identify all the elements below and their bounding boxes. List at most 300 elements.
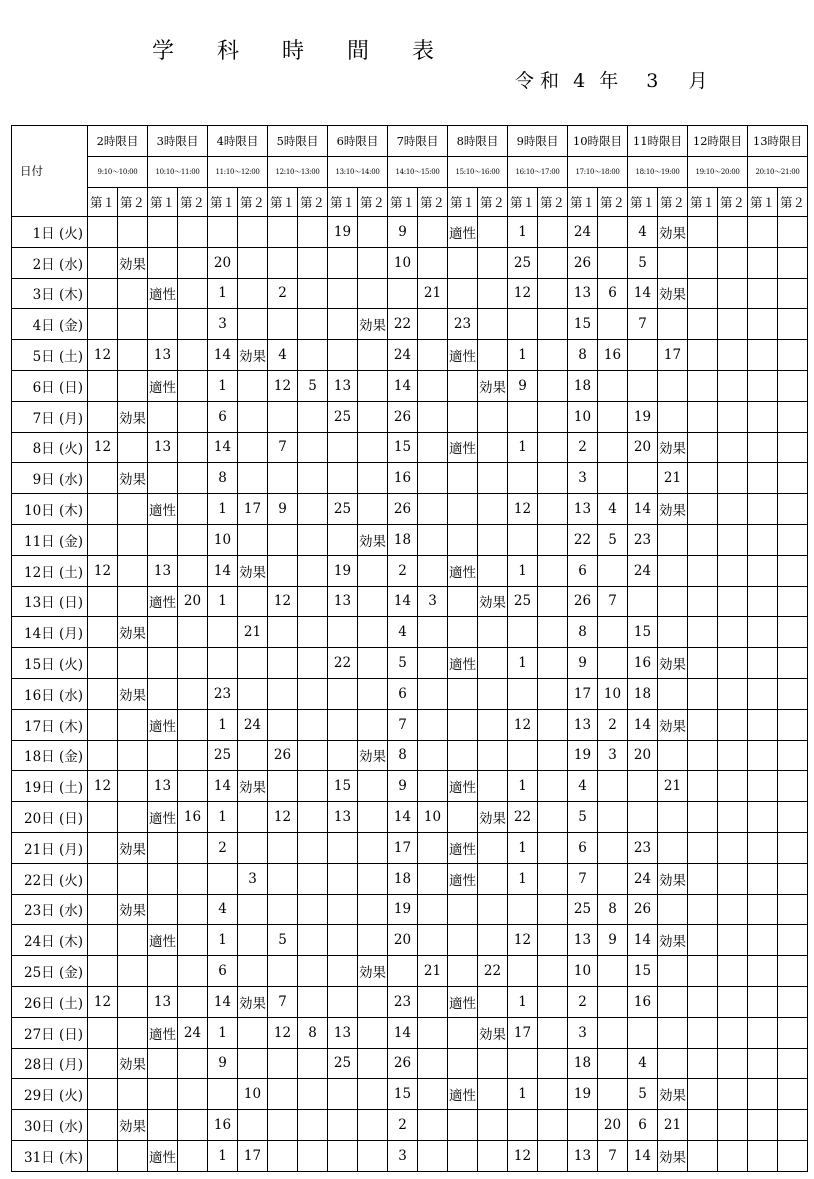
schedule-cell: 14 (628, 925, 658, 956)
schedule-cell (718, 986, 748, 1017)
schedule-cell (538, 401, 568, 432)
schedule-cell (688, 648, 718, 679)
schedule-cell: 18 (388, 863, 418, 894)
row-date: 11日 (金) (12, 524, 88, 555)
schedule-cell: 8 (298, 1017, 328, 1048)
schedule-cell (688, 617, 718, 648)
schedule-cell (538, 771, 568, 802)
schedule-cell (778, 648, 808, 679)
schedule-cell: 10 (388, 247, 418, 278)
schedule-cell: 12 (88, 986, 118, 1017)
schedule-cell (538, 494, 568, 525)
schedule-cell (298, 863, 328, 894)
schedule-cell (418, 494, 448, 525)
schedule-cell (628, 370, 658, 401)
schedule-cell: 5 (628, 1079, 658, 1110)
schedule-cell (298, 617, 328, 648)
schedule-cell (418, 678, 448, 709)
schedule-cell (718, 247, 748, 278)
schedule-cell (598, 432, 628, 463)
schedule-cell (238, 586, 268, 617)
schedule-cell (118, 340, 148, 371)
slot-label: 第２ (538, 188, 568, 217)
schedule-cell: 12 (88, 771, 118, 802)
date-column-header: 日付 (12, 126, 88, 217)
schedule-cell (148, 648, 178, 679)
schedule-cell (208, 217, 238, 248)
schedule-cell (298, 217, 328, 248)
schedule-cell (778, 1079, 808, 1110)
schedule-cell (118, 956, 148, 987)
period-time: 12:10～13:00 (268, 157, 328, 188)
schedule-cell: 8 (568, 340, 598, 371)
year-unit: 年 (599, 70, 619, 92)
schedule-cell (298, 678, 328, 709)
schedule-cell (358, 1079, 388, 1110)
schedule-cell (448, 370, 478, 401)
period-time: 17:10～18:00 (568, 157, 628, 188)
schedule-cell (628, 802, 658, 833)
schedule-cell: 適性 (448, 432, 478, 463)
schedule-cell (268, 709, 298, 740)
schedule-cell (508, 463, 538, 494)
schedule-cell: 21 (418, 956, 448, 987)
schedule-cell (748, 370, 778, 401)
schedule-cell: 1 (508, 648, 538, 679)
schedule-cell: 1 (208, 802, 238, 833)
schedule-cell: 9 (268, 494, 298, 525)
schedule-cell (718, 309, 748, 340)
period-time: 16:10～17:00 (508, 157, 568, 188)
schedule-cell (268, 463, 298, 494)
schedule-cell (478, 309, 508, 340)
table-row (12, 1079, 808, 1110)
table-row (12, 986, 808, 1017)
table-row (12, 617, 808, 648)
schedule-cell: 23 (628, 832, 658, 863)
schedule-cell: 2 (388, 1110, 418, 1141)
period-time: 13:10～14:00 (328, 157, 388, 188)
schedule-cell (538, 524, 568, 555)
schedule-cell (538, 217, 568, 248)
schedule-cell (718, 648, 748, 679)
schedule-cell (148, 832, 178, 863)
schedule-cell (178, 709, 208, 740)
schedule-cell: 4 (628, 1048, 658, 1079)
schedule-cell (778, 925, 808, 956)
schedule-cell (268, 1110, 298, 1141)
schedule-cell: 16 (178, 802, 208, 833)
schedule-cell: 12 (508, 278, 538, 309)
schedule-cell: 6 (598, 278, 628, 309)
schedule-cell (478, 555, 508, 586)
period-label: 13時限目 (748, 126, 808, 157)
schedule-cell (418, 247, 448, 278)
schedule-cell (298, 956, 328, 987)
schedule-cell (538, 925, 568, 956)
schedule-cell: 1 (508, 986, 538, 1017)
schedule-cell: 1 (508, 1079, 538, 1110)
schedule-cell: 効果 (478, 1017, 508, 1048)
schedule-cell (538, 648, 568, 679)
schedule-cell: 13 (148, 986, 178, 1017)
period-label: 7時限目 (388, 126, 448, 157)
slot-label: 第１ (748, 188, 778, 217)
schedule-cell (658, 370, 688, 401)
schedule-cell: 10 (598, 678, 628, 709)
schedule-cell: 3 (568, 463, 598, 494)
schedule-cell (778, 340, 808, 371)
schedule-cell (178, 648, 208, 679)
schedule-cell (118, 771, 148, 802)
schedule-cell (358, 771, 388, 802)
schedule-cell (418, 432, 448, 463)
schedule-cell (688, 1079, 718, 1110)
schedule-cell: 14 (628, 494, 658, 525)
schedule-cell: 26 (628, 894, 658, 925)
schedule-cell (88, 370, 118, 401)
schedule-cell (148, 894, 178, 925)
table-row (12, 925, 808, 956)
schedule-cell: 15 (328, 771, 358, 802)
schedule-cell (118, 309, 148, 340)
schedule-cell (748, 925, 778, 956)
schedule-cell (238, 925, 268, 956)
schedule-cell (328, 925, 358, 956)
slot-label: 第１ (148, 188, 178, 217)
schedule-cell (298, 925, 328, 956)
schedule-cell (478, 524, 508, 555)
schedule-cell (178, 863, 208, 894)
schedule-cell (718, 401, 748, 432)
schedule-cell (328, 1140, 358, 1171)
schedule-cell: 12 (508, 1140, 538, 1171)
schedule-cell (328, 309, 358, 340)
schedule-cell (718, 494, 748, 525)
schedule-cell (298, 432, 328, 463)
schedule-cell (538, 278, 568, 309)
schedule-cell: 適性 (148, 709, 178, 740)
schedule-cell (448, 1017, 478, 1048)
schedule-cell (358, 217, 388, 248)
slot-label: 第２ (118, 188, 148, 217)
schedule-cell (478, 463, 508, 494)
schedule-cell (358, 832, 388, 863)
schedule-cell: 10 (208, 524, 238, 555)
schedule-cell (268, 863, 298, 894)
schedule-cell: 13 (148, 555, 178, 586)
schedule-cell (298, 894, 328, 925)
schedule-cell (178, 894, 208, 925)
schedule-cell: 適性 (448, 217, 478, 248)
schedule-cell (778, 863, 808, 894)
schedule-cell: 適性 (148, 370, 178, 401)
schedule-cell (658, 832, 688, 863)
schedule-cell: 26 (388, 494, 418, 525)
schedule-cell (748, 494, 778, 525)
slot-label: 第１ (568, 188, 598, 217)
schedule-cell (238, 278, 268, 309)
schedule-cell (298, 463, 328, 494)
schedule-cell (268, 247, 298, 278)
row-date: 14日 (月) (12, 617, 88, 648)
schedule-cell: 1 (208, 1140, 238, 1171)
schedule-cell (298, 340, 328, 371)
schedule-cell (208, 648, 238, 679)
schedule-cell (448, 494, 478, 525)
schedule-cell (538, 832, 568, 863)
schedule-cell (628, 340, 658, 371)
schedule-cell: 効果 (658, 494, 688, 525)
row-date: 15日 (火) (12, 648, 88, 679)
schedule-cell: 効果 (238, 340, 268, 371)
schedule-cell (718, 217, 748, 248)
schedule-cell (418, 1110, 448, 1141)
schedule-cell (478, 1048, 508, 1079)
schedule-cell: 効果 (478, 586, 508, 617)
table-row (12, 586, 808, 617)
schedule-cell: 1 (508, 771, 538, 802)
schedule-cell (358, 1048, 388, 1079)
schedule-cell (298, 555, 328, 586)
schedule-cell: 7 (628, 309, 658, 340)
schedule-cell (718, 617, 748, 648)
schedule-cell (298, 648, 328, 679)
schedule-cell: 17 (568, 678, 598, 709)
schedule-cell (358, 370, 388, 401)
schedule-cell (88, 678, 118, 709)
row-date: 21日 (月) (12, 832, 88, 863)
schedule-cell (478, 986, 508, 1017)
schedule-cell: 21 (658, 1110, 688, 1141)
schedule-cell (688, 370, 718, 401)
row-date: 24日 (木) (12, 925, 88, 956)
row-date: 6日 (日) (12, 370, 88, 401)
schedule-cell (688, 678, 718, 709)
schedule-cell: 19 (628, 401, 658, 432)
schedule-cell (538, 894, 568, 925)
schedule-cell: 効果 (358, 524, 388, 555)
table-row (12, 494, 808, 525)
schedule-cell (688, 1110, 718, 1141)
schedule-cell (118, 740, 148, 771)
schedule-cell: 14 (388, 802, 418, 833)
schedule-cell (328, 617, 358, 648)
schedule-cell: 1 (208, 370, 238, 401)
schedule-cell (448, 1048, 478, 1079)
schedule-cell (628, 771, 658, 802)
schedule-cell (598, 370, 628, 401)
schedule-cell: 効果 (238, 771, 268, 802)
schedule-cell: 18 (568, 1048, 598, 1079)
schedule-cell: 10 (568, 401, 598, 432)
schedule-cell: 14 (388, 586, 418, 617)
schedule-cell: 22 (328, 648, 358, 679)
schedule-cell (778, 678, 808, 709)
schedule-cell (358, 586, 388, 617)
schedule-cell (448, 802, 478, 833)
schedule-cell: 効果 (478, 802, 508, 833)
schedule-cell: 8 (388, 740, 418, 771)
schedule-cell (238, 217, 268, 248)
period-label: 3時限目 (148, 126, 208, 157)
schedule-cell (88, 617, 118, 648)
schedule-cell (538, 432, 568, 463)
period-time: 20:10～21:00 (748, 157, 808, 188)
schedule-cell: 13 (568, 925, 598, 956)
schedule-cell (508, 740, 538, 771)
schedule-cell (118, 524, 148, 555)
row-date: 29日 (火) (12, 1079, 88, 1110)
schedule-cell (298, 247, 328, 278)
schedule-cell (478, 247, 508, 278)
schedule-cell: 15 (388, 432, 418, 463)
schedule-cell (538, 1048, 568, 1079)
slot-label: 第２ (718, 188, 748, 217)
row-date: 27日 (日) (12, 1017, 88, 1048)
schedule-cell (688, 771, 718, 802)
schedule-cell: 16 (598, 340, 628, 371)
schedule-cell (178, 771, 208, 802)
schedule-cell (418, 1017, 448, 1048)
schedule-cell (748, 555, 778, 586)
schedule-cell: 12 (88, 555, 118, 586)
schedule-cell (748, 247, 778, 278)
schedule-cell (658, 309, 688, 340)
schedule-cell: 1 (208, 586, 238, 617)
schedule-cell: 17 (508, 1017, 538, 1048)
schedule-cell (508, 309, 538, 340)
schedule-cell (778, 463, 808, 494)
row-date: 19日 (土) (12, 771, 88, 802)
period-header-row (12, 126, 808, 157)
slot-label: 第１ (88, 188, 118, 217)
schedule-cell (478, 1079, 508, 1110)
slot-label: 第２ (778, 188, 808, 217)
schedule-cell (358, 802, 388, 833)
schedule-cell (118, 1140, 148, 1171)
table-row (12, 863, 808, 894)
schedule-cell (778, 586, 808, 617)
schedule-cell (268, 617, 298, 648)
schedule-cell (328, 247, 358, 278)
schedule-cell (688, 1017, 718, 1048)
schedule-cell (148, 309, 178, 340)
schedule-cell (298, 309, 328, 340)
schedule-cell (148, 678, 178, 709)
schedule-cell (388, 278, 418, 309)
schedule-cell (718, 463, 748, 494)
schedule-cell: 効果 (118, 1048, 148, 1079)
schedule-cell (148, 217, 178, 248)
schedule-cell (88, 925, 118, 956)
schedule-cell (268, 524, 298, 555)
schedule-cell (418, 863, 448, 894)
schedule-cell: 1 (208, 1017, 238, 1048)
period-time-row (12, 157, 808, 188)
schedule-cell: 2 (268, 278, 298, 309)
schedule-cell: 13 (568, 494, 598, 525)
schedule-cell (148, 524, 178, 555)
schedule-cell (418, 648, 448, 679)
schedule-cell (478, 1140, 508, 1171)
schedule-cell: 適性 (148, 1017, 178, 1048)
schedule-cell (88, 1079, 118, 1110)
slot-label: 第２ (238, 188, 268, 217)
schedule-cell (148, 401, 178, 432)
schedule-cell (688, 401, 718, 432)
schedule-cell: 15 (628, 617, 658, 648)
schedule-cell: 適性 (448, 986, 478, 1017)
schedule-cell (178, 401, 208, 432)
schedule-cell (718, 863, 748, 894)
schedule-cell (208, 863, 238, 894)
schedule-cell: 9 (598, 925, 628, 956)
schedule-cell (358, 925, 388, 956)
schedule-cell: 19 (328, 555, 358, 586)
schedule-cell (358, 463, 388, 494)
schedule-cell (298, 1079, 328, 1110)
schedule-cell (598, 1017, 628, 1048)
schedule-cell (538, 555, 568, 586)
schedule-cell (538, 247, 568, 278)
schedule-cell (658, 586, 688, 617)
schedule-cell (298, 524, 328, 555)
schedule-cell (538, 463, 568, 494)
schedule-cell: 26 (388, 401, 418, 432)
table-row (12, 832, 808, 863)
schedule-cell (688, 1048, 718, 1079)
schedule-cell: 20 (628, 432, 658, 463)
schedule-cell (778, 401, 808, 432)
schedule-cell: 効果 (118, 463, 148, 494)
schedule-cell (598, 986, 628, 1017)
schedule-cell: 18 (628, 678, 658, 709)
period-label: 10時限目 (568, 126, 628, 157)
schedule-cell (508, 1048, 538, 1079)
schedule-cell (778, 247, 808, 278)
schedule-cell (118, 494, 148, 525)
schedule-cell (658, 1048, 688, 1079)
schedule-cell: 1 (508, 832, 538, 863)
schedule-cell (478, 217, 508, 248)
table-row (12, 247, 808, 278)
schedule-cell: 22 (508, 802, 538, 833)
schedule-cell: 3 (598, 740, 628, 771)
schedule-cell: 効果 (658, 1140, 688, 1171)
schedule-cell (178, 555, 208, 586)
schedule-cell (718, 1048, 748, 1079)
schedule-cell: 適性 (448, 340, 478, 371)
schedule-cell: 8 (598, 894, 628, 925)
schedule-cell (718, 1140, 748, 1171)
schedule-cell (238, 740, 268, 771)
schedule-cell: 効果 (118, 247, 148, 278)
schedule-cell (238, 524, 268, 555)
schedule-cell (148, 247, 178, 278)
schedule-cell: 適性 (148, 925, 178, 956)
schedule-cell (688, 894, 718, 925)
schedule-cell: 13 (148, 771, 178, 802)
schedule-cell (748, 1110, 778, 1141)
period-label: 5時限目 (268, 126, 328, 157)
schedule-cell: 2 (208, 832, 238, 863)
schedule-cell: 1 (208, 925, 238, 956)
schedule-cell (538, 309, 568, 340)
schedule-cell (178, 432, 208, 463)
table-row (12, 463, 808, 494)
schedule-cell: 7 (568, 863, 598, 894)
